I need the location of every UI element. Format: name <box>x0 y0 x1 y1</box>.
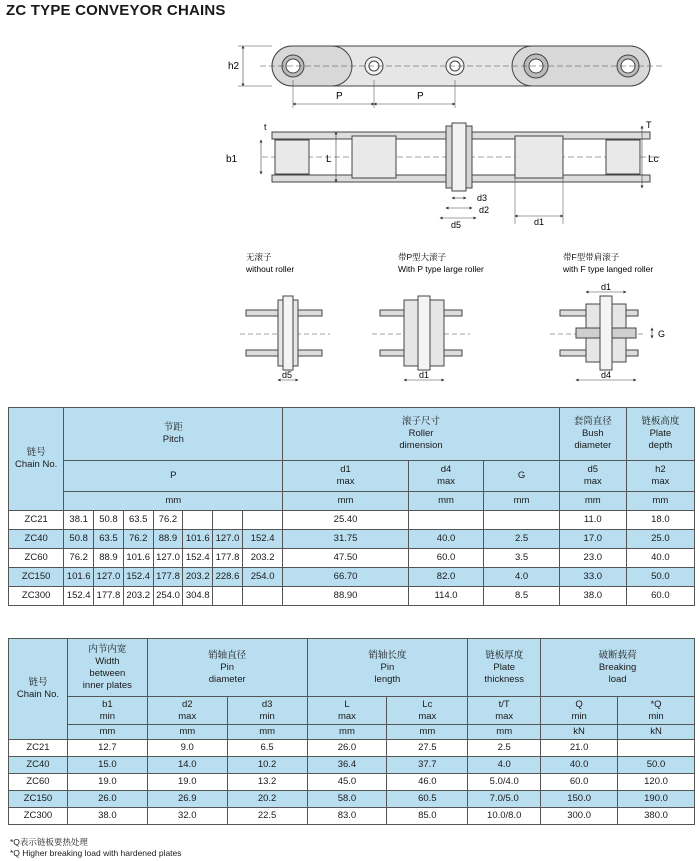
Q-star-value <box>618 740 695 757</box>
label-d2: d2 <box>479 205 490 215</box>
unit-g: mm <box>484 492 560 511</box>
footnote-en: *Q Higher breaking load with hardened plates <box>10 848 182 858</box>
table-row <box>9 530 695 549</box>
pitch-value <box>242 587 282 606</box>
variant-2-label-d1: d1 <box>419 370 430 380</box>
pitch-value: 203.2 <box>183 568 213 587</box>
label-T: T <box>646 120 652 130</box>
pitch-value: 127.0 <box>213 530 243 549</box>
unit-p: mm <box>64 492 283 511</box>
d1-symbol: d1 max <box>283 461 409 492</box>
L-symbol: L max <box>307 697 387 725</box>
pitch-value: 152.4 <box>183 549 213 568</box>
pin-diameter-header: 销轴直径 Pin diameter <box>147 639 307 697</box>
unit-d1: mm <box>283 492 409 511</box>
pitch-value: 127.0 <box>153 549 183 568</box>
label-L: L <box>326 154 332 165</box>
unit-d2: mm <box>147 725 227 740</box>
Q-value: 300.0 <box>541 808 618 825</box>
d1-value: 25.40 <box>283 511 409 530</box>
d2-value: 26.9 <box>147 791 227 808</box>
footnotes <box>10 837 182 859</box>
d4-symbol: d4 max <box>408 461 484 492</box>
tT-value: 7.0/5.0 <box>468 791 541 808</box>
unit-h2: mm <box>626 492 694 511</box>
chain-plan-view <box>261 123 660 224</box>
h2-value: 60.0 <box>626 587 694 606</box>
pitch-value: 152.4 <box>123 568 153 587</box>
d4-value: 40.0 <box>408 530 484 549</box>
g-value: 2.5 <box>484 530 560 549</box>
d3-value: 20.2 <box>227 791 307 808</box>
pitch-value: 88.9 <box>94 549 124 568</box>
Lc-value: 85.0 <box>387 808 468 825</box>
d5-symbol: d5 max <box>559 461 626 492</box>
pitch-value: 203.2 <box>242 549 282 568</box>
d2-value: 14.0 <box>147 757 227 774</box>
table-row <box>9 757 695 774</box>
h2-value: 40.0 <box>626 549 694 568</box>
pitch-value <box>242 511 282 530</box>
b1-value: 12.7 <box>67 740 147 757</box>
pitch-value: 152.4 <box>64 587 94 606</box>
L-value: 26.0 <box>307 740 387 757</box>
tT-value: 4.0 <box>468 757 541 774</box>
g-value <box>484 511 560 530</box>
g-value: 8.5 <box>484 587 560 606</box>
d4-value <box>408 511 484 530</box>
variant-f-flanged-roller <box>550 292 652 380</box>
d2-value: 9.0 <box>147 740 227 757</box>
pitch-value: 101.6 <box>64 568 94 587</box>
label-d5: d5 <box>451 220 462 230</box>
variant-3-en: with F type langed roller <box>563 264 654 274</box>
chain-no: ZC60 <box>9 549 64 568</box>
variant-1-en: without roller <box>246 264 295 274</box>
h2-value: 18.0 <box>626 511 694 530</box>
pitch-value: 63.5 <box>94 530 124 549</box>
pitch-value <box>213 511 243 530</box>
chain-no: ZC21 <box>9 511 64 530</box>
d1-value: 66.70 <box>283 568 409 587</box>
table-row <box>9 511 695 530</box>
Q-star-value: 190.0 <box>618 791 695 808</box>
table-row <box>9 587 695 606</box>
unit-d5: mm <box>559 492 626 511</box>
b1-symbol: b1 min <box>67 697 147 725</box>
d3-symbol: d3 min <box>227 697 307 725</box>
chain-no: ZC300 <box>9 587 64 606</box>
variant-2-en: With P type large roller <box>398 264 484 274</box>
pitch-value: 101.6 <box>123 549 153 568</box>
Q-value: 40.0 <box>541 757 618 774</box>
chain-no: ZC150 <box>9 791 68 808</box>
table-row <box>9 808 695 825</box>
variant-3-label-G: G <box>658 329 666 339</box>
page-title: ZC TYPE CONVEYOR CHAINS <box>6 2 226 19</box>
variant-1-label-d5: d5 <box>282 370 293 380</box>
table-row <box>9 549 695 568</box>
chain-no: ZC60 <box>9 774 68 791</box>
pitch-value: 152.4 <box>242 530 282 549</box>
d5-value: 23.0 <box>559 549 626 568</box>
pitch-value: 177.8 <box>153 568 183 587</box>
unit-Lc: mm <box>387 725 468 740</box>
unit-Q-star: kN <box>618 725 695 740</box>
chain-no-header: 链号 Chain No. <box>9 408 64 511</box>
chain-no: ZC40 <box>9 757 68 774</box>
chain-drawing-svg <box>0 28 700 400</box>
h2-value: 25.0 <box>626 530 694 549</box>
tT-value: 10.0/8.0 <box>468 808 541 825</box>
unit-tT: mm <box>468 725 541 740</box>
d4-value: 60.0 <box>408 549 484 568</box>
d4-value: 114.0 <box>408 587 484 606</box>
unit-Q: kN <box>541 725 618 740</box>
dimensions-table-1 <box>8 407 695 606</box>
d2-value: 19.0 <box>147 774 227 791</box>
roller-header: 滚子尺寸 Roller dimension <box>283 408 560 461</box>
Q-value: 60.0 <box>541 774 618 791</box>
Q-star-value: 120.0 <box>618 774 695 791</box>
Q-star-symbol: *Q min <box>618 697 695 725</box>
plate-thickness-header: 链板厚度 Plate thickness <box>468 639 541 697</box>
Lc-value: 37.7 <box>387 757 468 774</box>
chain-no: ZC300 <box>9 808 68 825</box>
table-row <box>9 791 695 808</box>
d2-value: 32.0 <box>147 808 227 825</box>
unit-d3: mm <box>227 725 307 740</box>
d3-value: 22.5 <box>227 808 307 825</box>
unit-d4: mm <box>408 492 484 511</box>
pitch-value: 254.0 <box>153 587 183 606</box>
pitch-value: 177.8 <box>94 587 124 606</box>
pitch-value: 254.0 <box>242 568 282 587</box>
pitch-value: 38.1 <box>64 511 94 530</box>
tT-value: 2.5 <box>468 740 541 757</box>
chain-no: ZC40 <box>9 530 64 549</box>
variant-p-large-roller <box>372 296 470 380</box>
breaking-load-header: 破断载荷 Breaking load <box>541 639 695 697</box>
label-t: t <box>264 122 267 132</box>
pitch-value: 88.9 <box>153 530 183 549</box>
chain-no: ZC21 <box>9 740 68 757</box>
d1-value: 31.75 <box>283 530 409 549</box>
d1-value: 47.50 <box>283 549 409 568</box>
width-header: 内节内宽 Width between inner plates <box>67 639 147 697</box>
b1-value: 38.0 <box>67 808 147 825</box>
Q-symbol: Q min <box>541 697 618 725</box>
d5-value: 11.0 <box>559 511 626 530</box>
label-d1: d1 <box>534 217 545 227</box>
label-h2: h2 <box>228 61 240 72</box>
dimensions-table-2 <box>8 638 695 825</box>
variant-3-label-d4: d4 <box>601 370 612 380</box>
pitch-value: 177.8 <box>213 549 243 568</box>
Q-star-value: 380.0 <box>618 808 695 825</box>
unit-b1: mm <box>67 725 147 740</box>
Lc-value: 27.5 <box>387 740 468 757</box>
chain-drawings <box>0 28 700 400</box>
Lc-value: 60.5 <box>387 791 468 808</box>
pitch-value: 76.2 <box>64 549 94 568</box>
h2-value: 50.0 <box>626 568 694 587</box>
d1-value: 88.90 <box>283 587 409 606</box>
unit-L: mm <box>307 725 387 740</box>
chain-no: ZC150 <box>9 568 64 587</box>
tT-symbol: t/T max <box>468 697 541 725</box>
Q-value: 150.0 <box>541 791 618 808</box>
d2-symbol: d2 max <box>147 697 227 725</box>
pitch-value: 76.2 <box>153 511 183 530</box>
footnote-cn: *Q表示链板要热处理 <box>10 837 88 847</box>
Lc-symbol: Lc max <box>387 697 468 725</box>
Q-star-value: 50.0 <box>618 757 695 774</box>
variant-1-cn: 无滚子 <box>246 252 272 262</box>
variant-without-roller <box>240 296 330 380</box>
bush-header: 套筒直径 Bush diameter <box>559 408 626 461</box>
pitch-value <box>213 587 243 606</box>
variant-3-cn: 带F型带肩滚子 <box>563 252 620 262</box>
pitch-value: 228.6 <box>213 568 243 587</box>
pitch-value: 203.2 <box>123 587 153 606</box>
pitch-value: 76.2 <box>123 530 153 549</box>
table-row <box>9 774 695 791</box>
pitch-value: 50.8 <box>64 530 94 549</box>
chain-side-view <box>238 46 665 108</box>
h2-symbol: h2 max <box>626 461 694 492</box>
pitch-value: 63.5 <box>123 511 153 530</box>
L-value: 83.0 <box>307 808 387 825</box>
L-value: 36.4 <box>307 757 387 774</box>
label-pitch-2: P <box>417 91 424 102</box>
pitch-value: 101.6 <box>183 530 213 549</box>
label-d3: d3 <box>477 193 488 203</box>
d3-value: 10.2 <box>227 757 307 774</box>
d5-value: 33.0 <box>559 568 626 587</box>
pitch-header: 节距 Pitch <box>64 408 283 461</box>
d5-value: 17.0 <box>559 530 626 549</box>
b1-value: 15.0 <box>67 757 147 774</box>
pitch-value: 50.8 <box>94 511 124 530</box>
p-symbol: P <box>64 461 283 492</box>
Q-value: 21.0 <box>541 740 618 757</box>
chain-no-header: 链号 Chain No. <box>9 639 68 740</box>
d5-value: 38.0 <box>559 587 626 606</box>
variant-2-cn: 带P型大滚子 <box>398 252 447 262</box>
pitch-value <box>183 511 213 530</box>
d3-value: 6.5 <box>227 740 307 757</box>
pitch-value: 304.8 <box>183 587 213 606</box>
label-pitch-1: P <box>336 91 343 102</box>
g-symbol: G <box>484 461 560 492</box>
g-value: 3.5 <box>484 549 560 568</box>
table-row <box>9 740 695 757</box>
table-row <box>9 568 695 587</box>
L-value: 58.0 <box>307 791 387 808</box>
Lc-value: 46.0 <box>387 774 468 791</box>
label-Lc: Lc <box>648 154 659 165</box>
b1-value: 26.0 <box>67 791 147 808</box>
label-b1: b1 <box>226 154 238 165</box>
g-value: 4.0 <box>484 568 560 587</box>
L-value: 45.0 <box>307 774 387 791</box>
variant-3-label-d1: d1 <box>601 282 612 292</box>
tT-value: 5.0/4.0 <box>468 774 541 791</box>
pitch-value: 127.0 <box>94 568 124 587</box>
plate-depth-header: 链板高度 Plate depth <box>626 408 694 461</box>
d4-value: 82.0 <box>408 568 484 587</box>
d3-value: 13.2 <box>227 774 307 791</box>
b1-value: 19.0 <box>67 774 147 791</box>
pin-length-header: 销轴长度 Pin length <box>307 639 468 697</box>
